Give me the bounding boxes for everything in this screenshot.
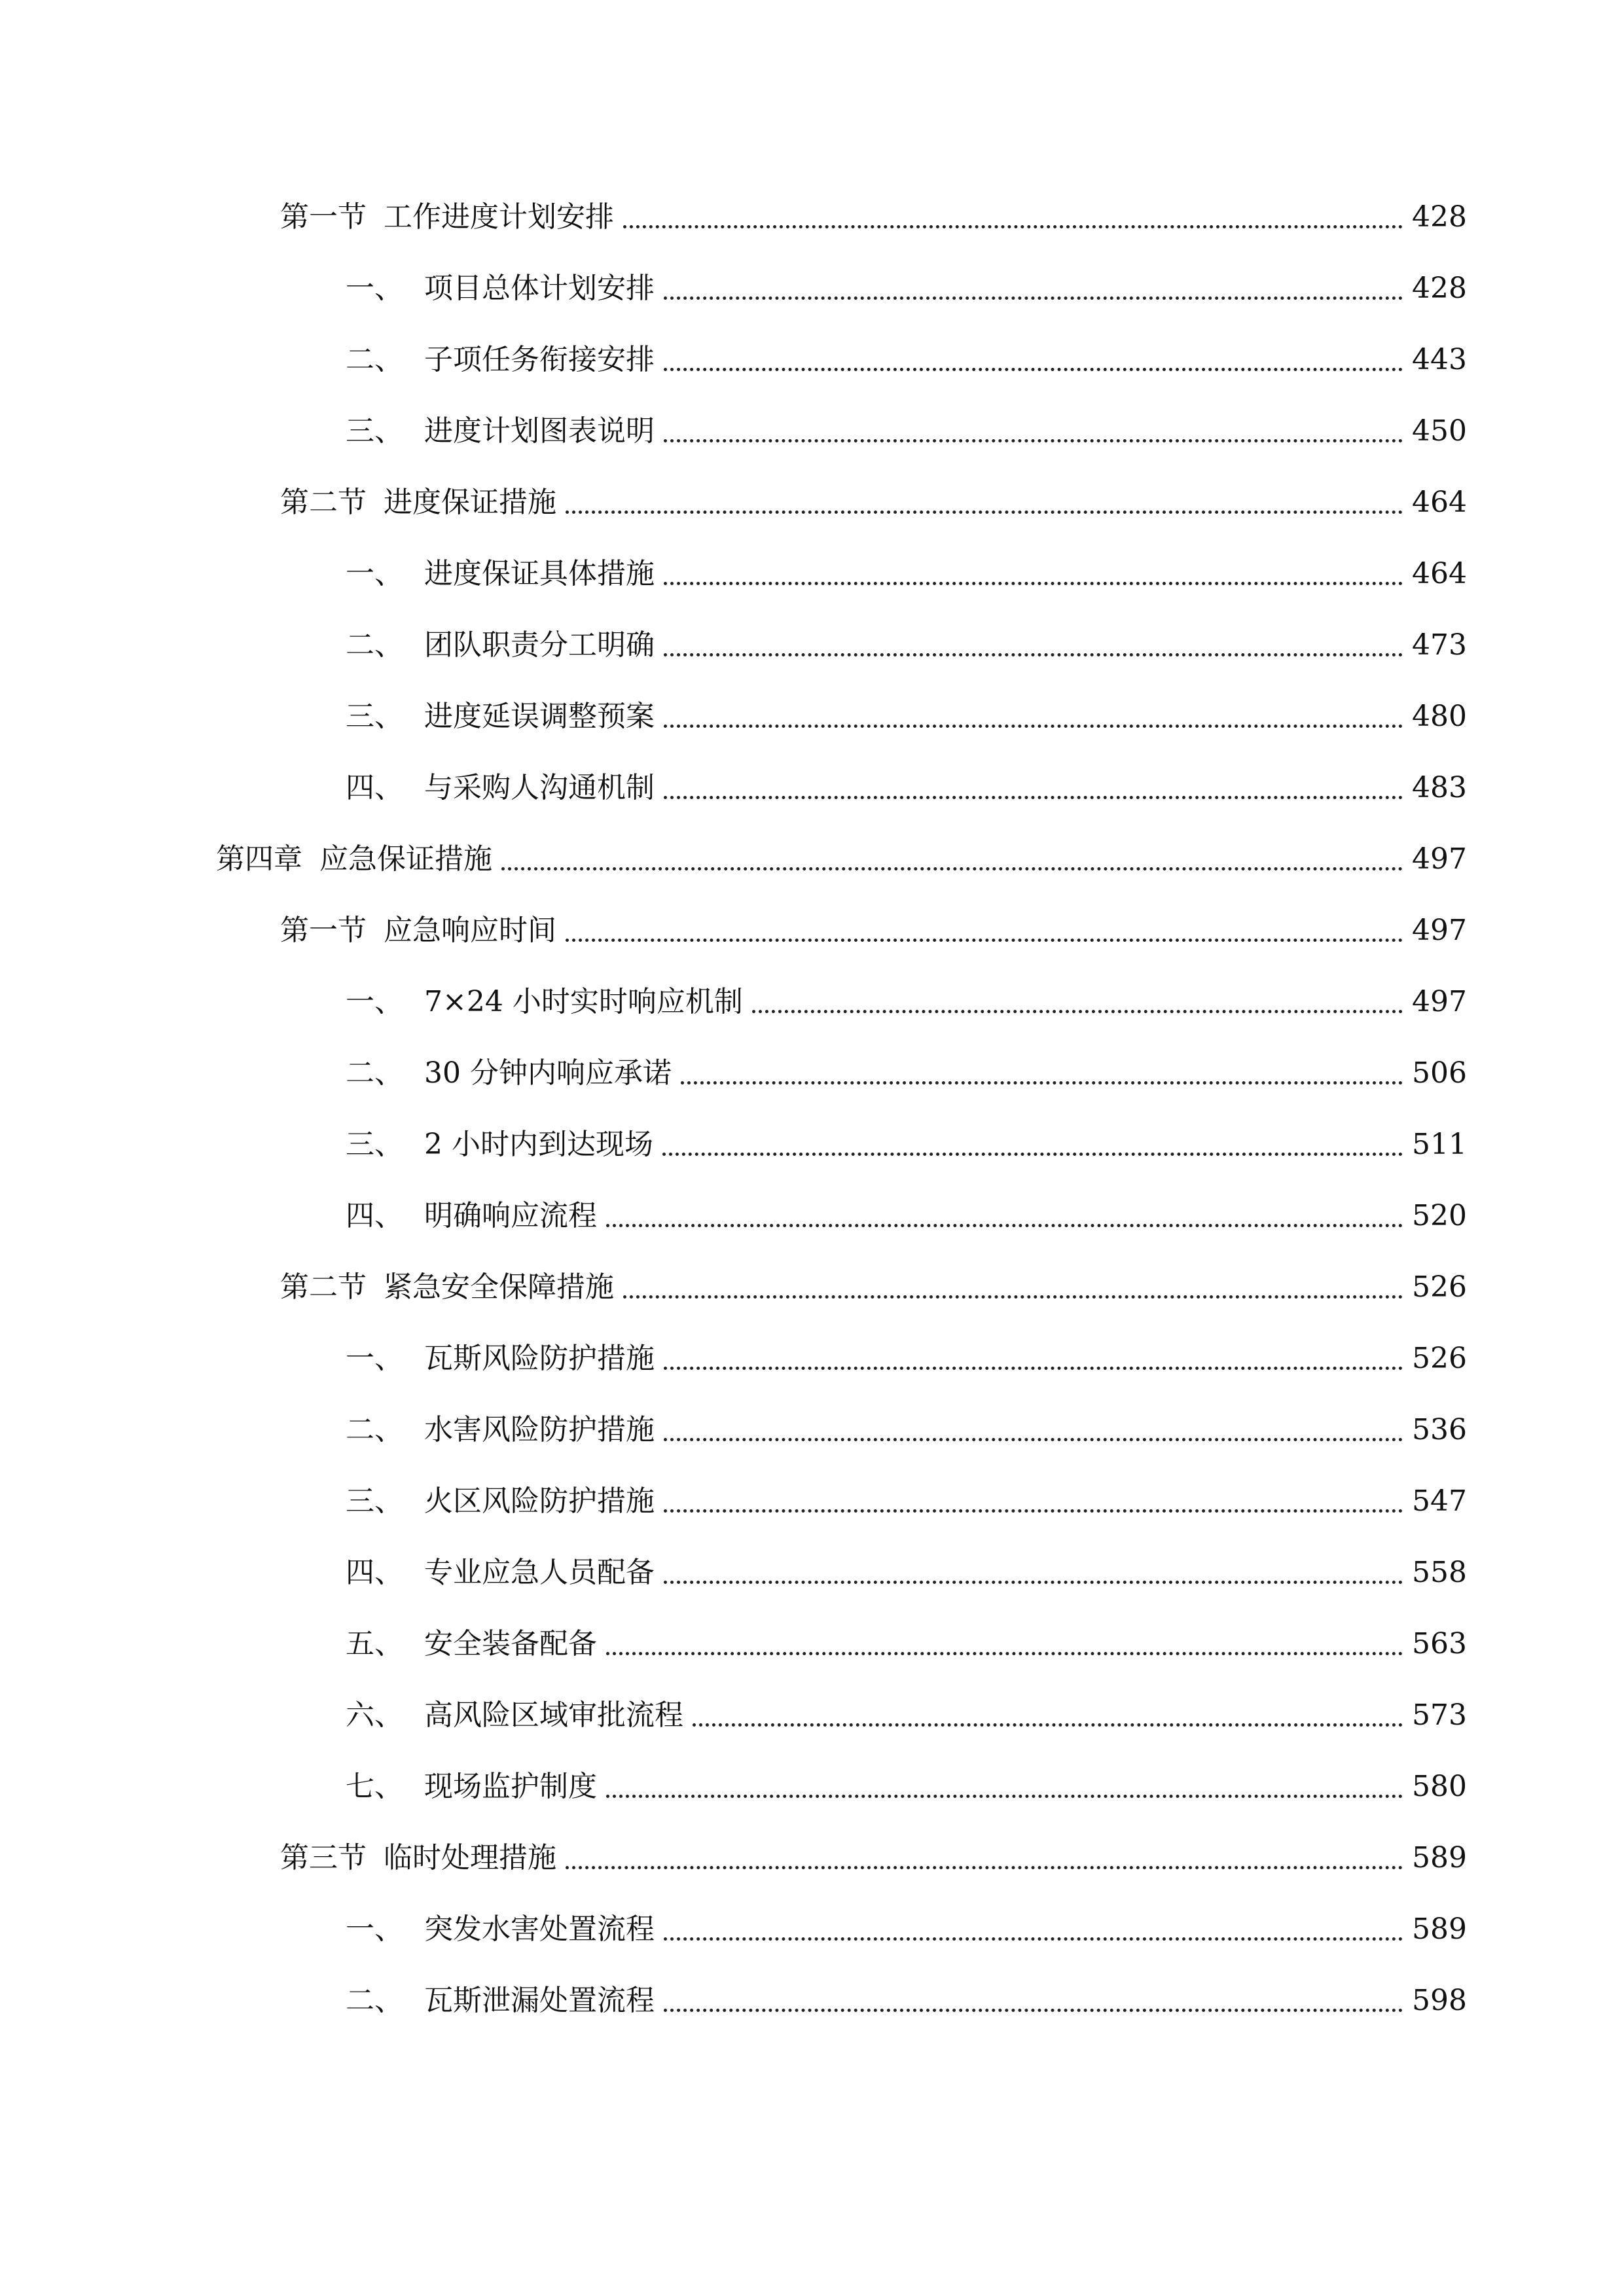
dot-leader (606, 1652, 1403, 1655)
toc-entry-subsection[interactable] (346, 762, 1467, 814)
toc-entry-subsection[interactable] (346, 1404, 1467, 1456)
toc-entry-subsection[interactable] (346, 1975, 1467, 2027)
toc-entry-page: 580 (1412, 1770, 1467, 1803)
toc-entry-page: 428 (1412, 200, 1467, 234)
toc-entry-section[interactable] (280, 1832, 1467, 1884)
toc-entry-page: 589 (1412, 1841, 1467, 1874)
dot-leader (664, 1937, 1403, 1941)
toc-entry-subsection[interactable] (346, 1618, 1467, 1670)
toc-entry-page: 480 (1412, 700, 1467, 733)
dot-leader (566, 511, 1403, 514)
toc-entry-page: 511 (1412, 1128, 1467, 1161)
dot-leader (606, 1795, 1403, 1798)
dot-leader (664, 725, 1403, 728)
dot-leader (606, 1224, 1403, 1227)
dot-leader (664, 653, 1403, 656)
toc-entry-subsection[interactable] (346, 1903, 1467, 1956)
toc-entry-subsection[interactable] (346, 1761, 1467, 1813)
toc-entry-page: 497 (1412, 842, 1467, 876)
toc-entry-subsection[interactable] (346, 976, 1467, 1028)
toc-entry-number: 五、 (346, 1627, 403, 1660)
dot-leader (501, 867, 1403, 870)
toc-entry-number: 第一节 (280, 914, 367, 947)
toc-entry-title: 临时处理措施 (384, 1841, 556, 1874)
toc-entry-title: 工作进度计划安排 (384, 200, 614, 234)
toc-entry-title: 紧急安全保障措施 (384, 1270, 614, 1304)
toc-entry-number: 第一节 (280, 200, 367, 234)
toc-entry-subsection[interactable] (346, 619, 1467, 672)
toc-entry-number: 第二节 (280, 1270, 367, 1304)
toc-entry-page: 526 (1412, 1342, 1467, 1375)
toc-entry-title: 进度延误调整预案 (424, 700, 655, 733)
dot-leader (566, 939, 1403, 942)
toc-entry-title: 明确响应流程 (424, 1199, 597, 1232)
toc-entry-number: 第三节 (280, 1841, 367, 1874)
toc-entry-title: 7×24 小时实时响应机制 (424, 985, 743, 1018)
toc-entry-number: 六、 (346, 1698, 403, 1732)
toc-entry-page: 506 (1412, 1056, 1467, 1090)
toc-entry-page: 558 (1412, 1556, 1467, 1589)
toc-entry-title: 30 分钟内响应承诺 (424, 1056, 672, 1090)
toc-entry-title: 突发水害处置流程 (424, 1912, 655, 1946)
toc-entry-title: 2 小时内到达现场 (424, 1128, 653, 1161)
toc-entry-title: 安全装备配备 (424, 1627, 597, 1660)
toc-entry-section[interactable] (280, 1261, 1467, 1314)
toc-entry-page: 526 (1412, 1270, 1467, 1304)
toc-entry-number: 三、 (346, 1484, 403, 1518)
toc-entry-subsection[interactable] (346, 1547, 1467, 1599)
toc-entry-page: 547 (1412, 1484, 1467, 1518)
toc-entry-number: 四、 (346, 1199, 403, 1232)
toc-entry-page: 428 (1412, 272, 1467, 305)
toc-entry-title: 高风险区域审批流程 (424, 1698, 683, 1732)
toc-entry-number: 三、 (346, 414, 403, 448)
toc-entry-chapter[interactable] (216, 833, 1467, 886)
toc-entry-page: 536 (1412, 1413, 1467, 1446)
toc-entry-page: 473 (1412, 628, 1467, 662)
toc-entry-title: 专业应急人员配备 (424, 1556, 655, 1589)
toc-entry-number: 一、 (346, 985, 403, 1018)
toc-entry-subsection[interactable] (346, 691, 1467, 743)
toc-entry-page: 520 (1412, 1199, 1467, 1232)
toc-entry-subsection[interactable] (346, 405, 1467, 457)
dot-leader (664, 796, 1403, 799)
toc-entry-number: 一、 (346, 1342, 403, 1375)
toc-entry-title: 子项任务衔接安排 (424, 343, 655, 376)
dot-leader (623, 1295, 1403, 1299)
toc-entry-number: 一、 (346, 272, 403, 305)
toc-entry-page: 483 (1412, 771, 1467, 804)
toc-entry-page: 464 (1412, 486, 1467, 519)
dot-leader (664, 1509, 1403, 1513)
toc-entry-title: 瓦斯风险防护措施 (424, 1342, 655, 1375)
toc-entry-number: 二、 (346, 343, 403, 376)
toc-entry-number: 七、 (346, 1770, 403, 1803)
dot-leader (664, 368, 1403, 371)
toc-entry-title: 团队职责分工明确 (424, 628, 655, 662)
toc-entry-subsection[interactable] (346, 1333, 1467, 1385)
toc-entry-title: 进度保证具体措施 (424, 557, 655, 590)
toc-entry-number: 三、 (346, 1128, 403, 1161)
toc-entry-section[interactable] (280, 191, 1467, 243)
dot-leader (664, 2009, 1403, 2012)
toc-entry-number: 一、 (346, 557, 403, 590)
dot-leader (623, 225, 1403, 228)
toc-entry-subsection[interactable] (346, 1475, 1467, 1528)
toc-entry-section[interactable] (280, 905, 1467, 957)
dot-leader (752, 1010, 1403, 1013)
toc-entry-page: 464 (1412, 557, 1467, 590)
toc-entry-page: 563 (1412, 1627, 1467, 1660)
dot-leader (566, 1866, 1403, 1869)
toc-entry-page: 450 (1412, 414, 1467, 448)
toc-entry-page: 573 (1412, 1698, 1467, 1732)
toc-entry-title: 火区风险防护措施 (424, 1484, 655, 1518)
dot-leader (681, 1081, 1403, 1085)
toc-entry-number: 四、 (346, 1556, 403, 1589)
toc-entry-title: 与采购人沟通机制 (424, 771, 655, 804)
toc-entry-page: 497 (1412, 985, 1467, 1018)
toc-entry-page: 497 (1412, 914, 1467, 947)
toc-entry-subsection[interactable] (346, 334, 1467, 386)
toc-entry-subsection[interactable] (346, 262, 1467, 315)
dot-leader (664, 582, 1403, 585)
toc-entry-title: 水害风险防护措施 (424, 1413, 655, 1446)
toc-entry-number: 二、 (346, 1413, 403, 1446)
toc-entry-section[interactable] (280, 476, 1467, 529)
toc-entry-number: 一、 (346, 1912, 403, 1946)
toc-entry-subsection[interactable] (346, 1689, 1467, 1742)
toc-entry-page: 443 (1412, 343, 1467, 376)
toc-entry-number: 第二节 (280, 486, 367, 519)
toc-entry-number: 二、 (346, 628, 403, 662)
toc-entry-subsection[interactable] (346, 1119, 1467, 1171)
dot-leader (693, 1723, 1403, 1727)
dot-leader (664, 296, 1403, 300)
toc-entry-title: 应急响应时间 (384, 914, 556, 947)
toc-entry-number: 二、 (346, 1984, 403, 2017)
dot-leader (662, 1153, 1403, 1156)
toc-entry-title: 进度计划图表说明 (424, 414, 655, 448)
dot-leader (664, 439, 1403, 442)
toc-entry-number: 三、 (346, 700, 403, 733)
toc-entry-title: 应急保证措施 (319, 842, 492, 876)
toc-entry-page: 589 (1412, 1912, 1467, 1946)
toc-entry-title: 现场监护制度 (424, 1770, 597, 1803)
toc-entry-number: 第四章 (216, 842, 302, 876)
toc-entry-title: 瓦斯泄漏处置流程 (424, 1984, 655, 2017)
toc-entry-title: 进度保证措施 (384, 486, 556, 519)
toc-entry-number: 二、 (346, 1056, 403, 1090)
dot-leader (664, 1581, 1403, 1584)
dot-leader (664, 1367, 1403, 1370)
toc-entry-subsection[interactable] (346, 1047, 1467, 1100)
toc-entry-subsection[interactable] (346, 1190, 1467, 1242)
toc-entry-number: 四、 (346, 771, 403, 804)
dot-leader (664, 1438, 1403, 1441)
toc-entry-subsection[interactable] (346, 548, 1467, 600)
toc-entry-title: 项目总体计划安排 (424, 272, 655, 305)
toc-entry-page: 598 (1412, 1984, 1467, 2017)
